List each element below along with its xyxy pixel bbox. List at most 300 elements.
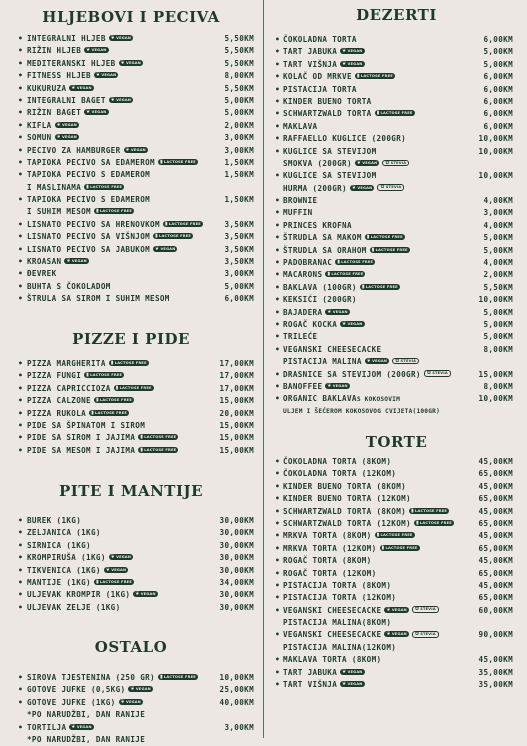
item-price: 8,00KM [224, 71, 254, 81]
bullet-icon: • [18, 590, 24, 600]
leaf-icon: ❦ [342, 320, 347, 327]
milk-icon: ▮ [376, 110, 380, 117]
bullet-icon: • [18, 157, 24, 167]
bullet-icon: • [18, 133, 24, 143]
item-price: 6,00KM [483, 72, 513, 82]
item-name-line2: I SUHIM MESOM ▮LACTOSE FREE [27, 207, 132, 217]
milk-icon: ▮ [415, 519, 419, 526]
item-price: 6,00KM [483, 109, 513, 119]
menu-item [0, 107, 262, 119]
item-price: 15,00KM [219, 396, 254, 406]
vegan-badge: ❦VEGAN [386, 631, 407, 638]
bullet-icon: • [275, 233, 281, 243]
item-name-line2: PISTACIJA MALINA(8KOM) [283, 618, 392, 628]
item-name: KROASAN ❦VEGAN [27, 257, 87, 267]
item-name: ORGANIC BAKLAVAS KOKOSOVIM [283, 394, 401, 404]
item-name: SIROVA TJESTENINA (250 GR) ▮LACTOSE FREE [27, 673, 196, 682]
item-name-line2: ULJEM I ŠEĆEROM KOKOSOVOG CVIJETA(100GR) [283, 407, 441, 415]
item-price: 5,00KM [483, 59, 513, 69]
menu-item [266, 133, 527, 145]
vegan-badge: ❦VEGAN [66, 258, 87, 265]
item-name: KEKSIĆI (200GR) [283, 295, 357, 305]
lactose-badge: ▮LACTOSE FREE [140, 434, 177, 441]
item-name: PIZZA MARGHERITA ▮LACTOSE FREE [27, 359, 147, 368]
vegan-badge: ❦VEGAN [342, 60, 363, 67]
menu-item-continuation [0, 709, 262, 721]
lactose-badge: ▮LACTOSE FREE [91, 409, 128, 416]
item-name-line2: *PO NARUDŽBI, DAN RANIJE [27, 734, 146, 744]
section-title-pite: PITE I MANTIJE [58, 482, 203, 500]
menu-item [0, 293, 262, 305]
leaf-icon: ❦ [120, 59, 125, 66]
item-price: 5,50KM [224, 83, 254, 93]
item-name: VEGANSKI CHEESECACKE [283, 344, 382, 354]
lactose-badge: ▮LACTOSE FREE [164, 220, 201, 227]
stevia-leaf-icon: ✿ [426, 370, 432, 377]
bullet-icon: • [18, 95, 24, 105]
menu-item [0, 684, 262, 696]
item-name: BANOFFEE ❦VEGAN [283, 381, 348, 391]
lactose-badge: ▮LACTOSE FREE [376, 110, 413, 117]
item-name: TORTILJA ❦VEGAN [27, 722, 92, 732]
vegan-badge: ❦VEGAN [105, 566, 127, 573]
bullet-icon: • [18, 673, 24, 682]
item-name: KINDER BUENO TORTA (8KOM) [283, 481, 407, 491]
item-name: INTEGRALNI BAGET ❦VEGAN [27, 95, 132, 105]
leaf-icon: ❦ [105, 566, 111, 573]
lactose-badge: ▮LACTOSE FREE [140, 446, 177, 453]
item-name: GOTOVE JUFKE (0,5KG) ❦VEGAN [27, 685, 151, 695]
item-price: 5,50KM [483, 282, 513, 292]
leaf-icon: ❦ [386, 606, 391, 613]
item-price: 1,50KM [224, 157, 254, 167]
item-price: 45,00KM [478, 580, 513, 590]
stevia-badge: ✿STEVIA [412, 606, 439, 613]
menu-item [0, 58, 262, 70]
item-name: PISTACIJA TORTA [283, 84, 357, 94]
lactose-badge: ▮LACTOSE FREE [86, 372, 123, 379]
milk-icon: ▮ [337, 259, 341, 266]
milk-icon: ▮ [376, 532, 380, 539]
bullet-icon: • [18, 383, 24, 393]
milk-icon: ▮ [381, 544, 385, 551]
stevia-badge: ✿STEVIA [412, 631, 439, 638]
menu-item [266, 121, 527, 133]
item-price: 45,00KM [478, 655, 513, 665]
item-name: PIZZA RUKOLA ▮LACTOSE FREE [27, 408, 128, 418]
menu-item [0, 256, 262, 268]
bullet-icon: • [18, 145, 24, 155]
bullet-icon: • [275, 344, 281, 354]
item-name-line2: *PO NARUDŽBI, DAN RANIJE [27, 710, 146, 720]
item-name: MAKLAVA [283, 121, 318, 131]
leaf-icon: ❦ [71, 84, 76, 91]
item-price: 3,00KM [483, 208, 513, 218]
item-name: ULJEVAK ZELJE (1KG) [27, 602, 121, 612]
bullet-icon: • [18, 420, 24, 430]
menu-item [266, 667, 527, 679]
bullet-icon: • [275, 457, 281, 466]
bullet-icon: • [275, 121, 281, 131]
bullet-icon: • [275, 270, 281, 280]
item-price: 5,00KM [483, 319, 513, 329]
menu-item [0, 589, 262, 601]
lactose-badge: ▮LACTOSE FREE [371, 246, 408, 253]
item-price: 5,00KM [483, 332, 513, 342]
vegan-badge: ❦VEGAN [386, 606, 407, 613]
item-name: BUREK (1KG) [27, 516, 82, 525]
item-name: FITNESS HLJEB ❦VEGAN [27, 71, 117, 81]
bullet-icon: • [18, 577, 24, 587]
menu-item [266, 456, 527, 468]
item-name: BAKLAVA (100GR) ▮LACTOSE FREE [283, 282, 398, 292]
item-name: MRKVA TORTA (12KOM) ▮LACTOSE FREE [283, 543, 418, 553]
section-title-ostalo: OSTALO [94, 638, 168, 656]
bullet-icon: • [18, 685, 24, 695]
menu-item [266, 568, 527, 580]
item-price: 5,00KM [224, 281, 254, 291]
menu-item [266, 59, 527, 71]
vegan-badge: ❦VEGAN [71, 84, 92, 91]
item-name: MACARONS ▮LACTOSE FREE [283, 270, 364, 280]
item-price: 6,00KM [483, 35, 513, 44]
leaf-icon: ❦ [56, 134, 61, 141]
leaf-icon: ❦ [66, 258, 71, 265]
item-price: 35,00KM [478, 667, 513, 677]
item-name: KINDER BUENO TORTA [283, 96, 372, 106]
item-name: KOLAČ OD MRKVE ▮LACTOSE FREE [283, 72, 393, 82]
menu-item [266, 269, 527, 281]
item-name: KROMPIRUŠA (1KG) ❦VEGAN [27, 553, 132, 563]
vegan-badge: ❦VEGAN [120, 698, 141, 705]
item-name: PISTACIJA TORTA (8KOM) [283, 580, 392, 590]
item-price: 34,00KM [219, 577, 254, 587]
bullet-icon: • [275, 469, 281, 479]
item-price: 5,00KM [483, 245, 513, 255]
menu-item [0, 157, 262, 169]
item-price: 8,00KM [483, 344, 513, 354]
bullet-icon: • [18, 195, 24, 205]
item-name-line2: I MASLINAMA ▮LACTOSE FREE [27, 182, 123, 192]
item-price: 45,00KM [478, 457, 513, 466]
menu-item [266, 381, 527, 393]
item-price: 5,00KM [483, 307, 513, 317]
section-title-torte: TORTE [365, 433, 428, 451]
menu-item [266, 319, 527, 331]
leaf-icon: ❦ [110, 554, 116, 561]
bullet-icon: • [18, 58, 24, 68]
milk-icon: ▮ [115, 384, 119, 391]
bullet-icon: • [18, 528, 24, 538]
menu-item [266, 605, 527, 617]
menu-item [0, 231, 262, 243]
item-name: ULJEVAK KROMPIR (1KG) ❦VEGAN [27, 590, 156, 600]
bullet-icon: • [275, 134, 281, 144]
item-price: 65,00KM [478, 469, 513, 479]
item-price: 10,00KM [478, 171, 513, 181]
menu-item [0, 420, 262, 432]
item-price: 20,00KM [219, 408, 254, 418]
menu-item [266, 331, 527, 343]
menu-item [266, 146, 527, 158]
stevia-leaf-icon: ✿ [380, 184, 385, 191]
item-price: 8,00KM [483, 381, 513, 391]
menu-item [266, 195, 527, 207]
item-name: ČOKOLADNA TORTA (12KOM) [283, 469, 397, 479]
milk-icon: ▮ [164, 220, 168, 227]
item-price: 17,00KM [219, 383, 254, 393]
item-name: RIŽIN BAGET ❦VEGAN [27, 108, 107, 118]
menu-item [266, 108, 527, 120]
menu-item [0, 370, 262, 382]
item-price: 5,50KM [224, 46, 254, 56]
item-price: 65,00KM [478, 543, 513, 553]
milk-icon: ▮ [91, 409, 95, 416]
item-name: TAPIOKA PECIVO S EDAMEROM [27, 170, 151, 180]
item-price: 6,00KM [483, 121, 513, 131]
leaf-icon: ❦ [155, 245, 160, 252]
leaf-icon: ❦ [366, 358, 372, 365]
menu-item [266, 307, 527, 319]
item-price: 60,00KM [478, 605, 513, 615]
menu-item [266, 170, 527, 182]
leaf-icon: ❦ [386, 631, 391, 638]
item-name: INTEGRALNI HLJEB ❦VEGAN [27, 34, 132, 43]
item-name: PIDE SA ŠPINATOM I SIROM [27, 420, 146, 430]
item-name: LISNATO PECIVO SA HRENOVKOM ▮LACTOSE FREE [27, 219, 201, 229]
item-name: ČOKOLADNA TORTA [283, 35, 357, 44]
item-price: 2,00KM [483, 270, 513, 280]
item-price: 6,00KM [483, 84, 513, 94]
stevia-badge: ✿STEVIA [377, 184, 404, 191]
item-name: SOMUN ❦VEGAN [27, 133, 77, 143]
vegan-badge: ❦VEGAN [56, 134, 77, 141]
menu-item [0, 45, 262, 57]
item-price: 25,00KM [219, 685, 254, 695]
item-price: 10,00KM [478, 134, 513, 144]
vegan-badge: ❦VEGAN [86, 109, 107, 116]
item-name: PADOBRANAC ▮LACTOSE FREE [283, 258, 374, 268]
milk-icon: ▮ [356, 73, 360, 80]
item-name: ŠTRUDLA SA ORAHOM ▮LACTOSE FREE [283, 245, 408, 255]
stevia-badge: ✿STEVIA [382, 160, 409, 167]
milk-icon: ▮ [361, 283, 365, 290]
leaf-icon: ❦ [327, 308, 332, 315]
leaf-icon: ❦ [95, 72, 101, 79]
leaf-icon: ❦ [110, 35, 116, 41]
item-price: 45,00KM [478, 506, 513, 516]
item-name: RAFFAELLO KUGLICE (200GR) [283, 134, 407, 144]
bullet-icon: • [275, 196, 281, 206]
item-price: 5,00KM [483, 47, 513, 57]
bullet-icon: • [275, 494, 281, 504]
item-price: 4,00KM [483, 196, 513, 206]
item-name-line2: SMOKVA (200GR) ❦VEGAN ✿STEVIA [283, 158, 409, 170]
item-name: MANTIJE (1KG) ▮LACTOSE FREE [27, 577, 132, 587]
menu-item [266, 468, 527, 480]
lactose-badge: ▮LACTOSE FREE [110, 360, 147, 366]
menu-item [266, 232, 527, 244]
bullet-icon: • [275, 667, 281, 677]
bullet-icon: • [18, 244, 24, 254]
menu-item [0, 145, 262, 157]
vegan-badge: ❦VEGAN [110, 554, 132, 561]
bullet-icon: • [275, 481, 281, 491]
bullet-icon: • [18, 408, 24, 418]
item-price: 3,00KM [224, 133, 254, 143]
bullet-icon: • [275, 171, 281, 181]
item-price: 30,00KM [219, 540, 254, 550]
item-name: SCHWARTZWALD TORTA (12KOM) ▮LACTOSE FREE [283, 518, 452, 528]
item-price: 1,50KM [224, 170, 254, 180]
vegan-badge: ❦VEGAN [125, 146, 146, 153]
menu-item [0, 552, 262, 564]
menu-item [266, 543, 527, 555]
leaf-icon: ❦ [71, 723, 76, 730]
menu-item [266, 393, 527, 405]
item-name: LISNATO PECIVO SA VIŠNJOM ▮LACTOSE FREE [27, 232, 192, 242]
bullet-icon: • [275, 245, 281, 255]
stevia-leaf-icon: ✿ [414, 631, 420, 638]
item-price: 3,50KM [224, 232, 254, 242]
item-price: 10,00KM [478, 394, 513, 404]
item-name: ŠTRUDLA SA MAKOM ▮LACTOSE FREE [283, 233, 403, 243]
item-name: TART VIŠNJA ❦VEGAN [283, 59, 363, 69]
vegan-badge: ❦VEGAN [327, 382, 348, 389]
item-price: 65,00KM [478, 518, 513, 528]
bullet-icon: • [18, 257, 24, 267]
menu-item-continuation [0, 182, 262, 194]
bullet-icon: • [18, 602, 24, 612]
bullet-icon: • [275, 580, 281, 590]
menu-item [0, 445, 262, 457]
lactose-badge: ▮LACTOSE FREE [155, 233, 192, 240]
bullet-icon: • [275, 568, 281, 578]
milk-icon: ▮ [411, 507, 414, 514]
bullet-icon: • [275, 47, 281, 57]
item-name-line2: HURMA (200GR) ❦VEGAN ✿STEVIA [283, 183, 404, 195]
item-price: 2,00KM [224, 120, 254, 130]
item-price: 5,50KM [224, 34, 254, 43]
item-name: PISTACIJA TORTA (12KOM) [283, 593, 397, 603]
menu-item [266, 518, 527, 530]
bullet-icon: • [18, 553, 24, 563]
leaf-icon: ❦ [342, 48, 347, 55]
item-price: 65,00KM [478, 593, 513, 603]
section-pite [0, 515, 262, 614]
bullet-icon: • [275, 556, 281, 566]
item-name: ČOKOLADNA TORTA (8KOM) [283, 457, 392, 466]
lactose-badge: ▮LACTOSE FREE [366, 234, 403, 241]
item-price: 3,50KM [224, 257, 254, 267]
menu-item [266, 294, 527, 306]
leaf-icon: ❦ [86, 47, 91, 54]
milk-icon: ▮ [366, 234, 370, 241]
item-name: ZELJANICA (1KG) [27, 528, 101, 538]
vegan-badge: ❦VEGAN [135, 591, 156, 598]
bullet-icon: • [275, 59, 281, 69]
bullet-icon: • [18, 108, 24, 118]
vegan-badge: ❦VEGAN [342, 320, 363, 327]
menu-item [0, 70, 262, 82]
lactose-badge: ▮LACTOSE FREE [86, 183, 123, 190]
item-note: S KOKOSOVIM [356, 396, 401, 404]
item-name: ĐEVREK [27, 269, 57, 279]
bullet-icon: • [18, 540, 24, 550]
milk-icon: ▮ [155, 233, 158, 240]
menu-item-continuation [266, 406, 527, 418]
item-price: 5,00KM [224, 108, 254, 118]
item-name: TART VIŠNJA ❦VEGAN [283, 680, 363, 690]
bullet-icon: • [275, 506, 281, 516]
menu-item [0, 33, 262, 45]
item-name: TART JABUKA ❦VEGAN [283, 47, 363, 57]
item-name: BUHTA S ČOKOLADOM [27, 281, 111, 291]
item-name: BAJADERA ❦VEGAN [283, 307, 348, 317]
bullet-icon: • [18, 281, 24, 291]
stevia-leaf-icon: ✿ [414, 606, 420, 613]
item-price: 90,00KM [478, 630, 513, 640]
vegan-badge: ❦VEGAN [86, 47, 107, 54]
bullet-icon: • [18, 34, 24, 43]
item-name-line2: PISTACIJA MALINA ❦VEGAN ✿STEVIA [283, 356, 419, 368]
bullet-icon: • [275, 630, 281, 640]
item-name: PIZZA CAPRICCIOZA ▮LACTOSE FREE [27, 383, 152, 393]
item-price: 5,50KM [224, 58, 254, 68]
bullet-icon: • [18, 396, 24, 406]
bullet-icon: • [275, 593, 281, 603]
leaf-icon: ❦ [125, 146, 130, 153]
menu-item [266, 555, 527, 567]
menu-item [0, 120, 262, 132]
section-torte [266, 456, 527, 691]
menu-item [266, 34, 527, 46]
leaf-icon: ❦ [356, 159, 362, 166]
leaf-icon: ❦ [120, 698, 125, 705]
item-price: 5,00KM [224, 95, 254, 105]
stevia-badge: ✿STEVIA [392, 358, 419, 365]
leaf-icon: ❦ [327, 382, 332, 389]
menu-item [0, 383, 262, 395]
bullet-icon: • [275, 319, 281, 329]
bullet-icon: • [18, 170, 24, 180]
menu-item [266, 629, 527, 641]
item-price: 15,00KM [478, 369, 513, 379]
leaf-icon: ❦ [110, 96, 116, 103]
menu-item [266, 506, 527, 518]
lactose-badge: ▮LACTOSE FREE [415, 519, 452, 526]
menu-item [266, 344, 527, 356]
stevia-leaf-icon: ✿ [385, 159, 390, 166]
menu-item [0, 132, 262, 144]
vegan-badge: ❦VEGAN [120, 59, 141, 66]
bullet-icon: • [275, 282, 281, 292]
item-price: 45,00KM [478, 481, 513, 491]
bullet-icon: • [275, 146, 281, 156]
item-name: ROGAČ TORTA (8KOM) [283, 556, 372, 566]
leaf-icon: ❦ [342, 681, 347, 688]
milk-icon: ▮ [95, 397, 99, 404]
bullet-icon: • [18, 232, 24, 242]
milk-icon: ▮ [327, 271, 331, 278]
item-name: GOTOVE JUFKE (1KG) ❦VEGAN [27, 697, 141, 707]
item-price: 17,00KM [219, 371, 254, 381]
menu-item [0, 268, 262, 280]
lactose-badge: ▮LACTOSE FREE [159, 158, 196, 165]
item-price: 15,00KM [219, 420, 254, 430]
vegan-badge: ❦VEGAN [342, 668, 363, 675]
item-price: 45,00KM [478, 556, 513, 566]
